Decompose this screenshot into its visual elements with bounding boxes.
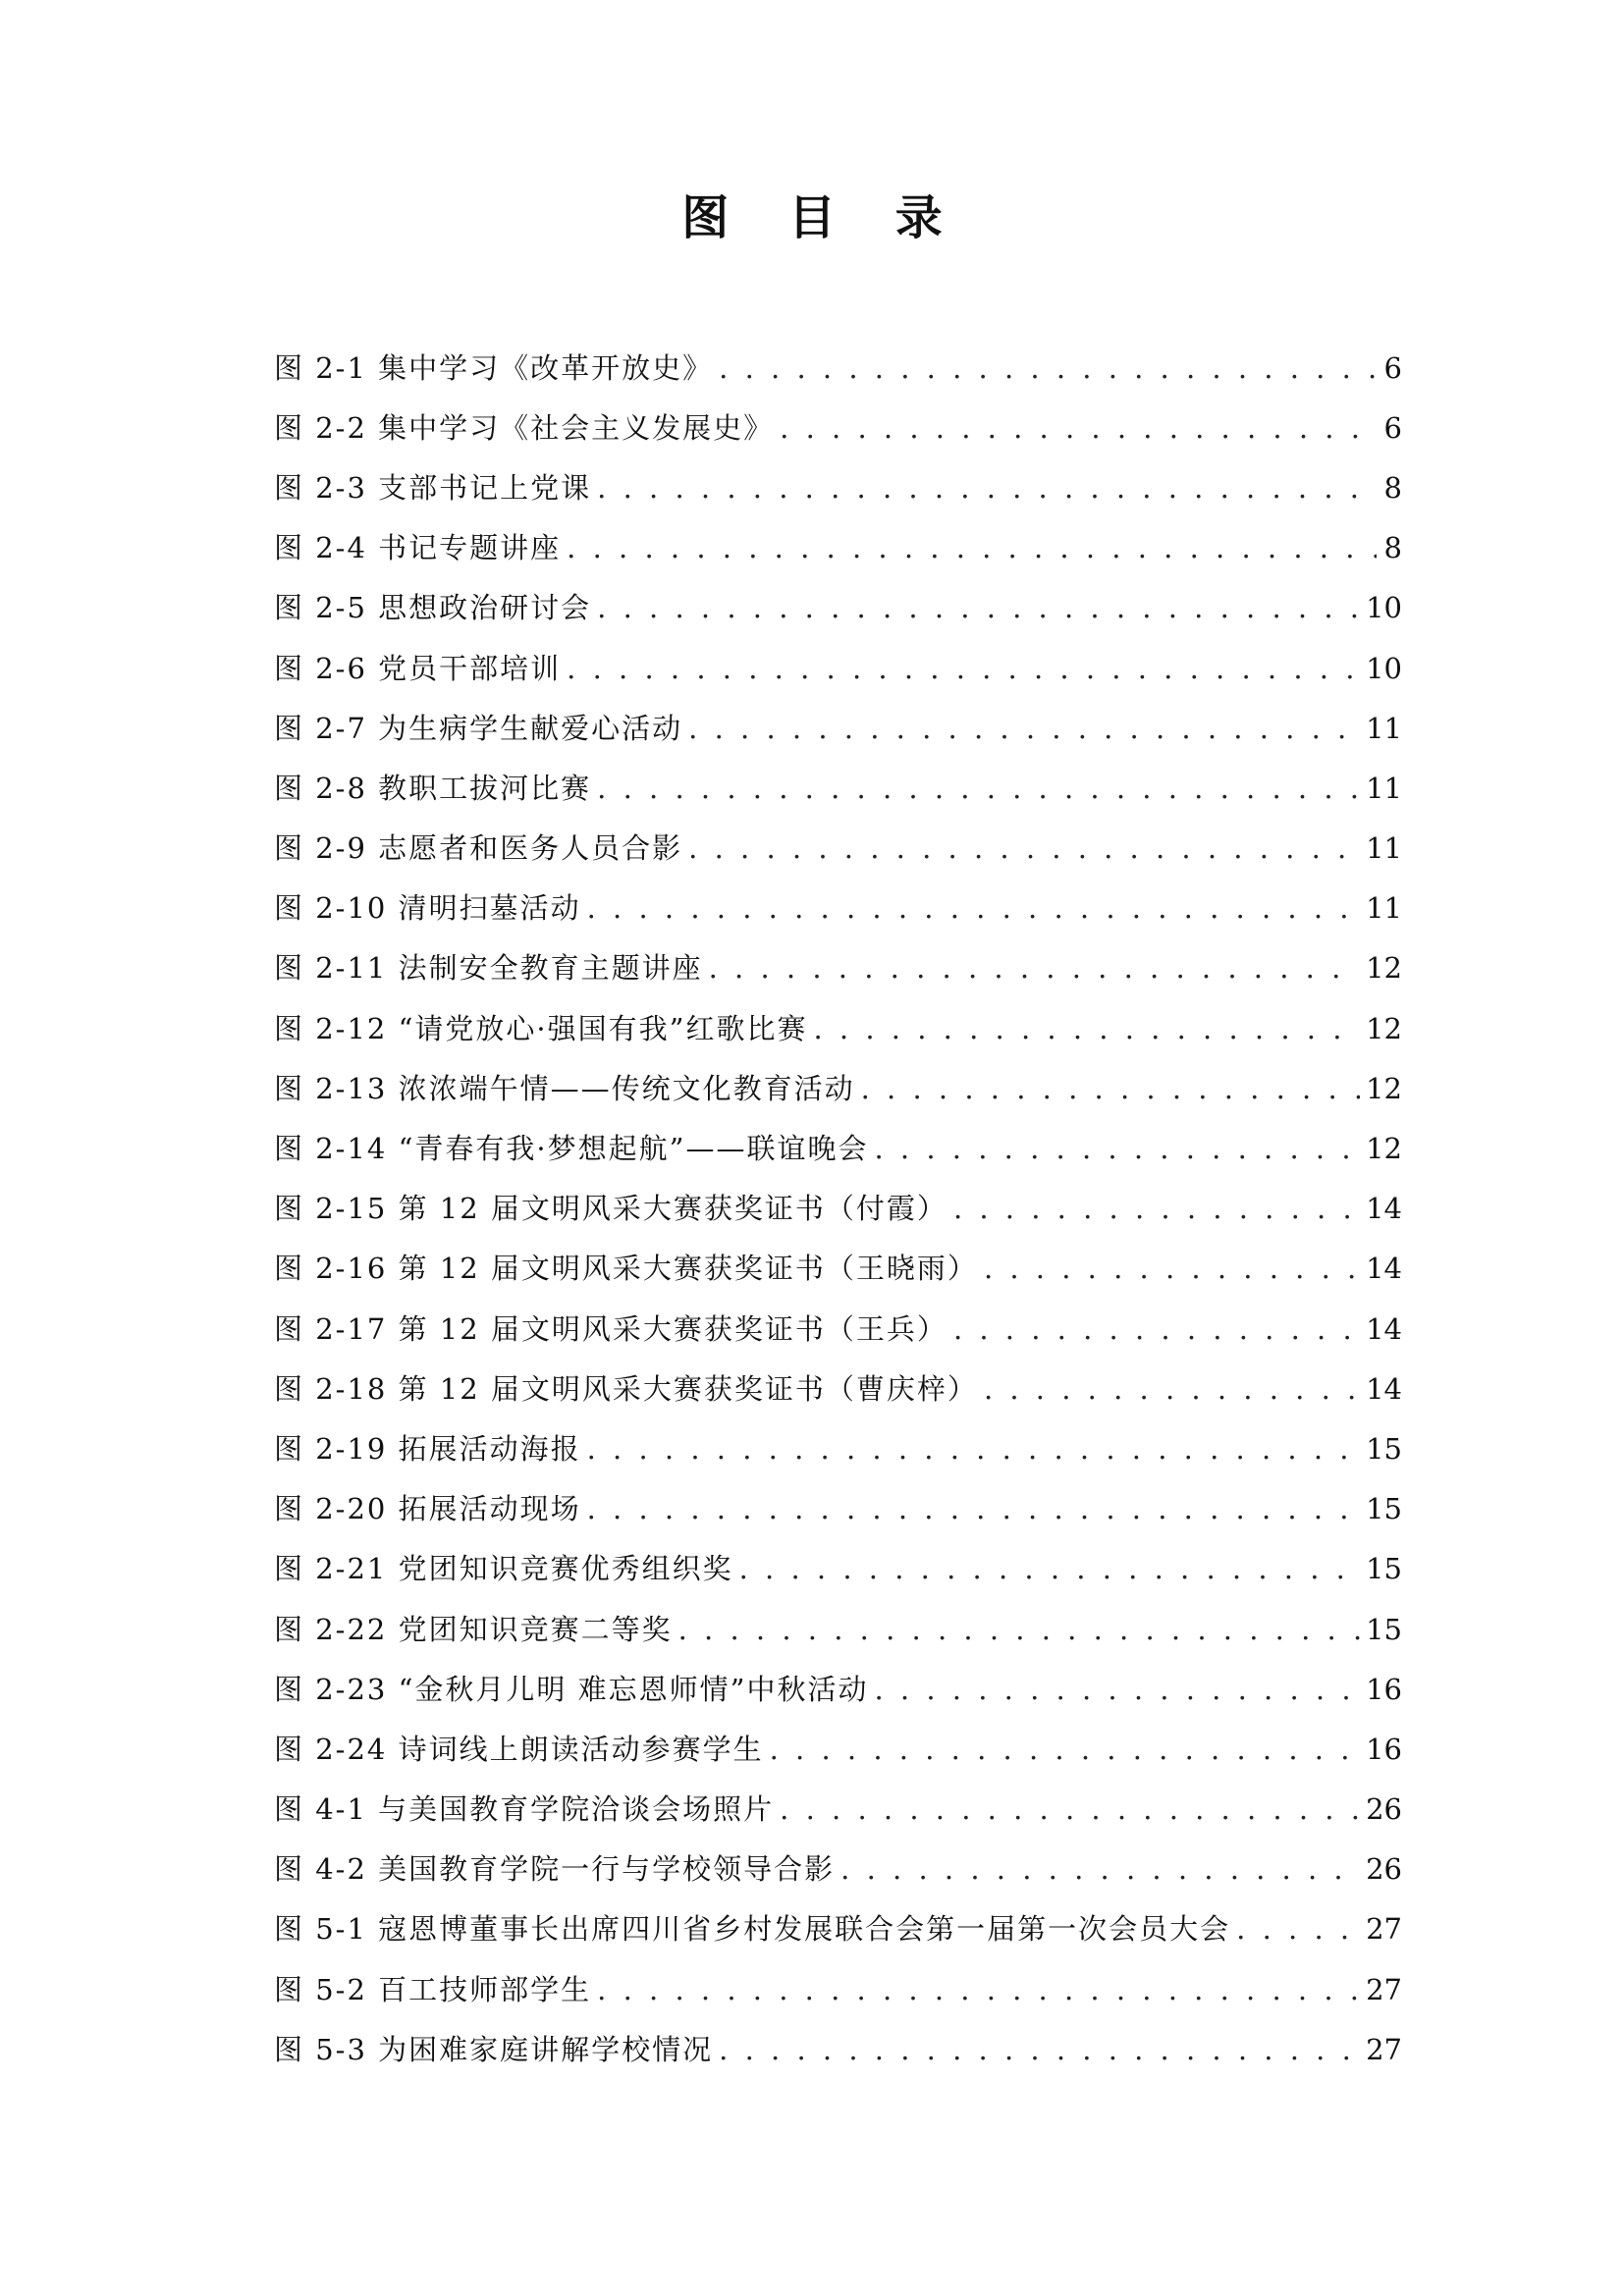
toc-dot-leader — [861, 1069, 1361, 1108]
toc-dot-leader — [597, 1970, 1360, 2009]
toc-entry-page-number: 8 — [1383, 531, 1402, 565]
toc-entry-label: 图 2-2 集中学习《社会主义发展史》 — [274, 410, 775, 445]
toc-dot-leader — [840, 1849, 1360, 1889]
toc-entry-label: 图 2-9 志愿者和医务人员合影 — [274, 831, 683, 866]
toc-entry-page-number: 12 — [1366, 951, 1402, 986]
toc-entry-page-number: 27 — [1366, 2032, 1402, 2066]
toc-entry[interactable] — [274, 1780, 1402, 1840]
toc-dot-leader — [984, 1249, 1360, 1288]
toc-entry[interactable] — [274, 698, 1402, 758]
toc-entry-label: 图 2-17 第 12 届文明风采大赛获奖证书（王兵） — [274, 1311, 947, 1346]
toc-dot-leader — [770, 1730, 1361, 1769]
toc-dot-leader — [597, 588, 1360, 627]
toc-entry-page-number: 15 — [1366, 1552, 1402, 1586]
toc-entry[interactable] — [274, 1418, 1402, 1478]
toc-entry[interactable] — [274, 1840, 1402, 1899]
toc-entry-label: 图 2-14 “青春有我·梦想起航”——联谊晚会 — [274, 1132, 869, 1166]
toc-entry-label: 图 2-8 教职工拔河比赛 — [274, 771, 592, 805]
toc-entry[interactable] — [274, 338, 1402, 398]
toc-entry-label: 图 2-21 党团知识竞赛优秀组织奖 — [274, 1552, 733, 1586]
toc-entry[interactable] — [274, 1899, 1402, 1959]
toc-entry-page-number: 6 — [1383, 410, 1402, 445]
toc-dot-leader — [739, 1549, 1361, 1588]
toc-entry-label: 图 2-5 思想政治研讨会 — [274, 591, 592, 625]
toc-entry[interactable] — [274, 638, 1402, 698]
toc-dot-leader — [597, 769, 1360, 808]
toc-entry[interactable] — [274, 1058, 1402, 1118]
toc-entry-page-number: 12 — [1366, 1071, 1402, 1105]
toc-dot-leader — [709, 948, 1361, 988]
toc-entry-page-number: 12 — [1366, 1132, 1402, 1166]
toc-entry-label: 图 2-19 拓展活动海报 — [274, 1431, 581, 1466]
toc-dot-leader — [984, 1369, 1360, 1409]
toc-entry-page-number: 26 — [1366, 1852, 1402, 1887]
toc-entry-label: 图 2-23 “金秋月儿明 难忘恩师情”中秋活动 — [274, 1672, 869, 1706]
toc-entry[interactable] — [274, 518, 1402, 578]
toc-entry-label: 图 2-18 第 12 届文明风采大赛获奖证书（曹庆梓） — [274, 1371, 978, 1406]
toc-entry-label: 图 5-2 百工技师部学生 — [274, 1972, 592, 2006]
toc-entry-label: 图 2-13 浓浓端午情——传统文化教育活动 — [274, 1071, 855, 1105]
toc-entry-page-number: 27 — [1366, 1912, 1402, 1947]
toc-entry-label: 图 2-11 法制安全教育主题讲座 — [274, 951, 703, 986]
toc-dot-leader — [813, 1009, 1360, 1048]
toc-entry-page-number: 14 — [1366, 1371, 1402, 1406]
toc-entry-label: 图 2-24 诗词线上朗读活动参赛学生 — [274, 1732, 764, 1766]
toc-dot-leader — [719, 2030, 1360, 2069]
toc-dot-leader — [780, 1789, 1360, 1829]
toc-entry[interactable] — [274, 2019, 1402, 2079]
toc-entry-page-number: 11 — [1366, 831, 1402, 866]
toc-entry-label: 图 2-10 清明扫墓活动 — [274, 891, 581, 926]
toc-dot-leader — [678, 1610, 1361, 1649]
toc-entry-page-number: 8 — [1383, 470, 1402, 505]
toc-entry-page-number: 11 — [1366, 771, 1402, 805]
toc-dot-leader — [1236, 1909, 1360, 1949]
toc-dot-leader — [780, 408, 1377, 448]
toc-entry[interactable] — [274, 998, 1402, 1058]
toc-entry-label: 图 2-6 党员干部培训 — [274, 651, 562, 685]
toc-entry-label: 图 2-20 拓展活动现场 — [274, 1492, 581, 1526]
toc-entry-label: 图 4-2 美国教育学院一行与学校领导合影 — [274, 1852, 836, 1887]
toc-dot-leader — [567, 528, 1377, 567]
toc-entry-page-number: 10 — [1366, 651, 1402, 685]
toc-entry-page-number: 14 — [1366, 1192, 1402, 1226]
toc-entry[interactable] — [274, 1479, 1402, 1539]
toc-entry[interactable] — [274, 1359, 1402, 1418]
toc-entry-page-number: 11 — [1366, 891, 1402, 926]
toc-entry[interactable] — [274, 758, 1402, 818]
toc-entry-page-number: 14 — [1366, 1252, 1402, 1286]
toc-dot-leader — [597, 468, 1377, 507]
toc-entry[interactable] — [274, 457, 1402, 517]
toc-entry-page-number: 15 — [1366, 1612, 1402, 1646]
toc-dot-leader — [874, 1129, 1360, 1168]
toc-entry-label: 图 2-12 “请党放心·强国有我”红歌比赛 — [274, 1011, 808, 1045]
toc-dot-leader — [953, 1309, 1360, 1349]
toc-entry[interactable] — [274, 1539, 1402, 1599]
toc-entry[interactable] — [274, 1299, 1402, 1359]
toc-entry[interactable] — [274, 398, 1402, 457]
toc-entry[interactable] — [274, 1599, 1402, 1659]
toc-dot-leader — [567, 649, 1360, 688]
toc-dot-leader — [688, 828, 1360, 868]
toc-entry-page-number: 16 — [1366, 1672, 1402, 1706]
toc-entry-page-number: 27 — [1366, 1972, 1402, 2006]
toc-entry-page-number: 15 — [1366, 1431, 1402, 1466]
toc-entry-page-number: 15 — [1366, 1492, 1402, 1526]
toc-entry-label: 图 2-16 第 12 届文明风采大赛获奖证书（王晓雨） — [274, 1252, 978, 1286]
toc-entry-label: 图 2-15 第 12 届文明风采大赛获奖证书（付霞） — [274, 1192, 947, 1226]
toc-entry-page-number: 11 — [1366, 711, 1402, 745]
toc-entry-label: 图 5-1 寇恩博董事长出席四川省乡村发展联合会第一届第一次会员大会 — [274, 1912, 1231, 1947]
toc-dot-leader — [587, 1489, 1361, 1528]
toc-dot-leader — [953, 1189, 1360, 1228]
toc-dot-leader — [587, 888, 1361, 928]
toc-entry[interactable] — [274, 819, 1402, 879]
toc-entry[interactable] — [274, 938, 1402, 998]
toc-entry[interactable] — [274, 1239, 1402, 1299]
toc-entry-label: 图 5-3 为困难家庭讲解学校情况 — [274, 2032, 714, 2066]
toc-dot-leader — [719, 348, 1377, 388]
toc-entry[interactable] — [274, 578, 1402, 638]
figure-list — [274, 338, 1402, 2079]
toc-entry-page-number: 14 — [1366, 1311, 1402, 1346]
toc-entry-label: 图 4-1 与美国教育学院洽谈会场照片 — [274, 1792, 775, 1827]
toc-entry-label: 图 2-4 书记专题讲座 — [274, 531, 562, 565]
toc-dot-leader — [874, 1670, 1360, 1709]
toc-entry-page-number: 16 — [1366, 1732, 1402, 1766]
toc-entry[interactable] — [274, 879, 1402, 938]
toc-entry[interactable] — [274, 1959, 1402, 2019]
toc-entry-label: 图 2-1 集中学习《改革开放史》 — [274, 350, 714, 385]
toc-entry-label: 图 2-3 支部书记上党课 — [274, 470, 592, 505]
toc-entry-label: 图 2-7 为生病学生献爱心活动 — [274, 711, 683, 745]
toc-entry[interactable] — [274, 1179, 1402, 1239]
toc-entry[interactable] — [274, 1118, 1402, 1178]
toc-entry-page-number: 10 — [1366, 591, 1402, 625]
toc-entry-page-number: 12 — [1366, 1011, 1402, 1045]
toc-entry[interactable] — [274, 1659, 1402, 1719]
toc-entry-label: 图 2-22 党团知识竞赛二等奖 — [274, 1612, 673, 1646]
page-title: 图 目 录 — [681, 190, 964, 245]
toc-dot-leader — [688, 709, 1360, 748]
toc-entry-page-number: 6 — [1383, 350, 1402, 385]
toc-entry-page-number: 26 — [1366, 1792, 1402, 1827]
toc-dot-leader — [587, 1429, 1361, 1468]
toc-entry[interactable] — [274, 1719, 1402, 1779]
